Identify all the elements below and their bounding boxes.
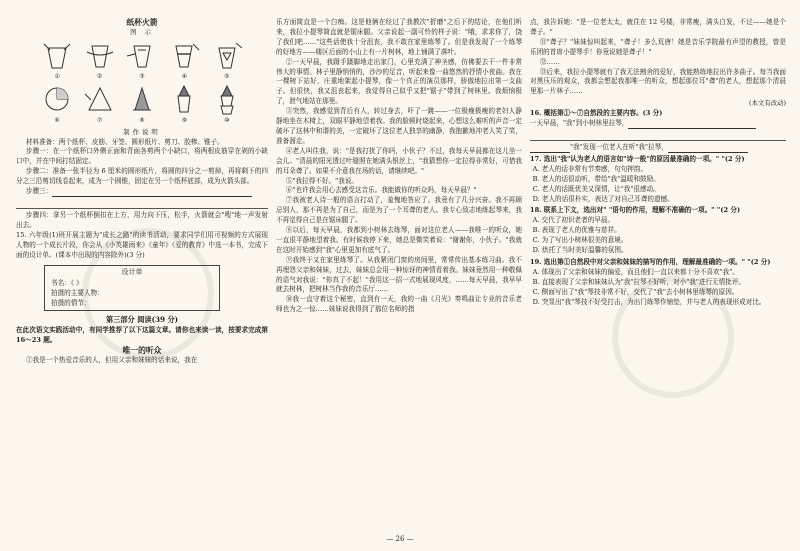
middle-column — [276, 18, 522, 315]
q16-blank-2: "我"发现一位老人在听"我"拉琴， — [530, 143, 786, 153]
q16-answer-line-4[interactable] — [668, 144, 748, 153]
question-16: 16. 概括第①～⑦自然段的主要内容。(3 分) — [530, 109, 663, 118]
figure-step-9: ⑨ — [165, 84, 203, 126]
q19-option-d[interactable]: D. 突显出"我"琴技不好受打击，为出门练琴作铺垫，并与老人的表现形成对比。 — [532, 297, 766, 306]
figure-step-1: ① — [38, 40, 76, 82]
question-18: 18. 联系上下文，选出对" "语句的作用，理解不准确的一项。" "(2 分) — [530, 206, 741, 215]
q17-option-b[interactable]: B. 老人的话很动听，带给"我"温暖和鼓励。 — [532, 174, 660, 183]
figure-step-2: ② — [80, 40, 118, 82]
craft-diagram — [38, 40, 246, 126]
article-paragraph-9: ⑨我终于又在家里练琴了。从我紧闭门窗的房间里，常常传出基本练习曲。我不再埋怨父亲和妹妹，过去，妹妹总会用一种惊讶的神情看着我。妹妹竟然用一种敬佩的语气对我说："你真了不起！"我用这一招一式地展现风度，……每天早晨，我早早就去树林，把树林当作我的音乐厅…… — [276, 255, 522, 294]
step-1-text: 步骤一：在一个纸杯口外侧正面和背面各剪两个小缺口，将两根皮筋穿在剁的小缺口中，并在中间打结固定。 — [16, 147, 268, 166]
q16-blank-1: 一天早晨，"我"到小树林里拉琴， — [530, 119, 786, 129]
article-paragraph-1-cont: 乐方面简直是一个白痴。这是他俩在经过了我教次"折磨"之后下的结论，在他们听来，我拉小提琴简直就是锯床腿。父亲说起一副可怜的样子说："哦，求求你了，饶了我们吧……"这些话使我十分沮丧，我不敢在家里练琴了。但是我发现了一个练琴的好地方——楼区后面的小山上有一片树林，地上铺满了落叶。 — [276, 18, 522, 56]
instructions-title: 制作说明 — [123, 127, 161, 136]
q17-option-c[interactable]: C. 老人的话既优美又深情，让"我"很感动。 — [532, 184, 660, 193]
craft-title: 纸杯火箭 — [126, 18, 158, 27]
article-paragraph-2: ②一天早晨，我蹑手蹑脚地走出家门，心里充满了神圣感，仿佛要去干一件非常伟大的事情。林子里静悄悄的，沙沙的足音，听起来像一曲悠然的抒情小夜曲。我在一棵树下站好，庄重地架起小提琴，像一个真正的演员那样，骄傲地拉出第一支曲子。但很快，我又沮丧起来，我觉得自己似乎又把"锯子"带到了树林里。我烦恼极了，泄气地站在那里。 — [276, 57, 522, 106]
article-paragraph-8: ⑧以后，每天早晨，我都到小树林去练琴，面对这位老人——我唯一的听众，她一直很平静地望着我。有时候我停下来，她总是微笑着说："谢谢你，小伙子。"我就在这时开始感到"我"心里更加有底气了。 — [276, 226, 522, 254]
figure-step-3: ③ — [123, 40, 161, 82]
figure-step-6: ⑥ — [38, 84, 76, 126]
page-number: — 26 — — [386, 535, 414, 543]
article-paragraph-3: ③突然，我感觉到背后有人，转过身去，吓了一跳——一位极瘦极瘦的老妇人静静地坐在木椅上，双眼平静地望着我。我的脸顿时烧起来，心想这么难听的声音一定破坏了这林中和谐的美，一定破坏了这位老人独享的幽静，我抱歉地冲老人笑了笑，准备溜走。 — [276, 107, 522, 145]
left-column — [16, 18, 268, 366]
q16-answer-line-3[interactable] — [530, 144, 570, 153]
section-title: 第三部分 阅读(39 分) — [105, 315, 179, 325]
q18-option-c[interactable]: C. 为了写出小树林很美的意境。 — [532, 236, 628, 245]
article-title: 唯一的听众 — [122, 346, 162, 356]
reading-intro: 在此次语文实践活动中，有同学推荐了以下这篇文章。请你也来读一读，按要求完成第 16～23 题。 — [16, 326, 268, 345]
materials-text: 材料准备：两个纸杯、皮筋、牙签、圆形纸片、剪刀、胶棒、锥子。 — [25, 137, 224, 146]
q18-option-a[interactable]: A. 交代了初识老者的早晨。 — [532, 216, 615, 225]
question-15: 15. 六年级(1)班开展主题为"成长之路"的读书活动，要求同学们用可视频的方式展现人物的一个成长片段，你会从《小英雄雨来》《童年》《爱的教育》中选一本书，完成下面的设计单。(课本中出现的内容除外)(3 分) — [16, 230, 268, 259]
figure-step-8: ⑧ — [123, 84, 161, 126]
q19-option-c[interactable]: C. 侧面写出了"我"琴技非常不好，交代了"我"去小树林里练琴的原因。 — [532, 287, 739, 296]
article-paragraph-5: ⑤"我拉得不好。"我说。 — [285, 176, 358, 185]
step-3-label: 步骤三： — [25, 187, 53, 196]
figure-step-5: ⑤ — [208, 40, 246, 82]
q17-option-d[interactable]: D. 老人的话很朴实，表达了对自己耳聋的遗憾。 — [532, 194, 674, 203]
q17-option-a[interactable]: A. 老人的话非常有节奏感，句句押韵。 — [532, 164, 648, 173]
question-19: 19. 选出第①自然段中对父亲和妹妹的描写的作用，理解最准确的一项。" "(2 分) — [530, 257, 771, 266]
diagram-label: 图 示 — [130, 27, 154, 36]
figure-step-4: ④ — [165, 40, 203, 82]
right-column — [530, 18, 786, 307]
design-character-row[interactable]: 拍摄的主要人物： — [51, 289, 104, 298]
source-note: (本文有改动) — [749, 99, 786, 108]
step-3-answer-line-2[interactable] — [16, 198, 268, 209]
step-2-text: 步骤二：准备一张半径为 6 厘米的圆形纸片，将圆的四分之一剪掉，再将剩下的四分之三沿剪切线卷起来，成为一个圆锥，固定在另一个纸杯底部，成为火箭头部。 — [16, 167, 268, 186]
q18-option-d[interactable]: D. 烘托了当时美好温馨的氛围。 — [532, 246, 628, 255]
article-paragraph-13: ⑬后来，我拉小提琴就有了我无法割舍的爱好，我能熟练地拉出许多曲子。每当我面对黑压压的观众，我都会想起我那唯一的听众，想起那位耳"聋"的老人，想起那个清晨里那一片林子…… — [530, 67, 786, 96]
design-sheet-title: 设计单 — [121, 267, 143, 276]
step-3-answer-line[interactable] — [52, 188, 252, 197]
figure-step-10: ⑩ — [208, 84, 246, 126]
article-paragraph-6: ⑥"也许我会用心去感受这音乐。我能做你的听众吗，每天早晨？" — [285, 186, 477, 195]
q19-option-a[interactable]: A. 体现出了父亲和妹妹的偏爱，而且他们一直以来都十分不喜欢"我"。 — [532, 267, 739, 276]
design-book-row[interactable]: 书名：《 》 — [51, 279, 83, 288]
q18-option-b[interactable]: B. 表现了老人的优雅与慈祥。 — [532, 226, 621, 235]
article-paragraph-10-cont: 点，我告诉她："是一位老太太，就住在 12 号楼，非常瘦，满头白发，不过——她是个聋子。" — [530, 18, 786, 36]
step-3-row — [16, 187, 268, 197]
design-sheet — [44, 265, 220, 312]
design-plot-row[interactable]: 拍摄的情节： — [51, 299, 91, 308]
article-paragraph-1-start: ①我是一个热爱音乐的人，但用父亲和妹妹的话来说，我在 — [25, 356, 198, 365]
article-paragraph-7: ⑦我被老人诗一般的语言打动了，羞愧地答应了。我竟有了几分兴奋。我不再顾忌别人，那不再是为了自己，而是为了一个耳聋的老人。我专心致志地练起琴来，我不再觉得自己是在锯床腿了。 — [276, 196, 522, 225]
q16-answer-line-2[interactable] — [530, 130, 786, 141]
question-17: 17. 选出"我"认为老人的语言如"诗一般"的原因最准确的一项。" "(2 分) — [530, 154, 745, 163]
q19-option-b[interactable]: B. 直接表现了父亲和妹妹认为"我"拉琴不好听，对小"我"进行无情批评。 — [532, 277, 746, 286]
article-paragraph-10: ⑩我一直守着这个秘密，直到有一天，我的一曲《月光》奏鸣曲让专业的音乐老师也为之一惊……妹妹说我得到了那位名师的指 — [276, 295, 522, 314]
figure-step-7: ⑦ — [80, 84, 118, 126]
step-4-text: 步骤四：拿另一个纸杯倒扣在上方，用力向下压，松手，火箭就会"嗖"地一声发射出去。 — [16, 210, 268, 229]
q16-answer-line-1[interactable] — [628, 120, 756, 129]
article-paragraph-11: ⑪"聋子？"妹妹惊叫起来，"聋子！多么荒唐！她是音乐学院最有声望的教授，曾是乐团的首席小提琴手！你竟说她是聋子！" — [530, 37, 786, 56]
article-paragraph-4: ④老人叫住我，说："是我打扰了你吗，小伙子？不过，我每天早晨都在这儿坐一会儿。"清晨的阳光透过叶缝照在她满头银丝上，"我猜想你一定拉得非常好，可惜我的耳朵聋了。如果不介意我在场的话，请继续吧。" — [276, 146, 522, 175]
article-paragraph-12: ⑫…… — [539, 57, 560, 66]
